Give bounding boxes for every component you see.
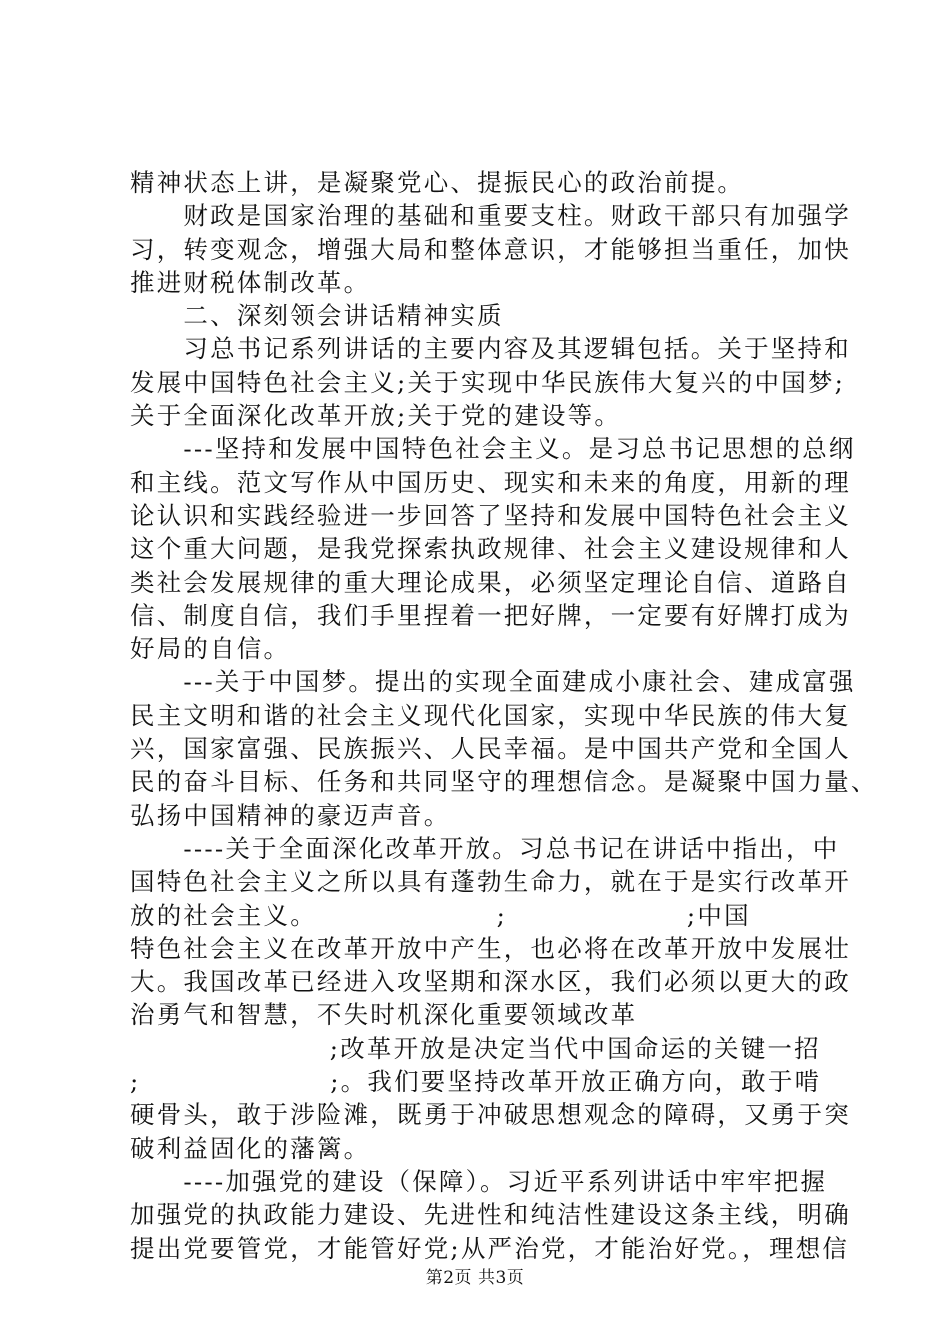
text-line: ---关于中国梦。提出的实现全面建成小康社会、建成富强	[130, 667, 856, 697]
text-line: ----关于全面深化改革开放。习总书记在讲话中指出，中	[130, 833, 840, 863]
text-line: ;改革开放是决定当代中国命运的关键一招	[130, 1033, 821, 1063]
text-line: 兴，国家富强、民族振兴、人民幸福。是中国共产党和全国人	[130, 734, 851, 764]
text-line: ---坚持和发展中国特色社会主义。是习总书记思想的总纲	[130, 434, 856, 464]
text-line: 和主线。范文写作从中国历史、现实和未来的角度，用新的理	[130, 467, 851, 497]
text-line: 财政是国家治理的基础和重要支柱。财政干部只有加强学	[130, 201, 851, 231]
text-line: 弘扬中国精神的豪迈声音。	[130, 800, 451, 830]
text-line: 提出党要管党，才能管好党;从严治党，才能治好党。，理想信	[130, 1233, 850, 1263]
text-line: 大。我国改革已经进入攻坚期和深水区，我们必须以更大的政	[130, 967, 851, 997]
text-line: 国特色社会主义之所以具有蓬勃生命力，就在于是实行改革开	[130, 867, 851, 897]
text-line: 信、制度自信，我们手里捏着一把好牌，一定要有好牌打成为	[130, 600, 851, 630]
text-line: 加强党的执政能力建设、先进性和纯洁性建设这条主线，明确	[130, 1200, 851, 1230]
text-line: 硬骨头，敢于涉险滩，既勇于冲破思想观念的障碍，又勇于突	[130, 1100, 851, 1130]
text-line: ; ;。我们要坚持改革开放正确方向，敢于啃	[130, 1067, 822, 1097]
text-line: ----加强党的建设（保障）。习近平系列讲话中牢牢把握	[130, 1166, 828, 1196]
text-line: 关于全面深化改革开放;关于党的建设等。	[130, 401, 622, 431]
text-line: 放的社会主义。 ; ;中国	[130, 900, 751, 930]
text-line: 类社会发展规律的重大理论成果，必须坚定理论自信、道路自	[130, 567, 851, 597]
text-line: 民的奋斗目标、任务和共同坚守的理想信念。是凝聚中国力量、	[130, 767, 878, 797]
text-line: 好局的自信。	[130, 634, 291, 664]
text-line: 治勇气和智慧，不失时机深化重要领域改革	[130, 1000, 638, 1030]
text-line: 破利益固化的藩篱。	[130, 1133, 371, 1163]
text-line: 习总书记系列讲话的主要内容及其逻辑包括。关于坚持和	[130, 334, 851, 364]
text-line: 精神状态上讲，是凝聚党心、提振民心的政治前提。	[130, 168, 745, 197]
page-footer: 第2页 共3页	[425, 1268, 525, 1288]
text-line: 推进财税体制改革。	[130, 267, 371, 297]
text-line: 民主文明和谐的社会主义现代化国家，实现中华民族的伟大复	[130, 700, 851, 730]
text-line: 特色社会主义在改革开放中产生，也必将在改革开放中发展壮	[130, 933, 851, 963]
text-line: 发展中国特色社会主义;关于实现中华民族伟大复兴的中国梦;	[130, 367, 846, 397]
text-line: 这个重大问题，是我党探索执政规律、社会主义建设规律和人	[130, 534, 851, 564]
text-line: 论认识和实践经验进一步回答了坚持和发展中国特色社会主义	[130, 500, 851, 530]
text-line: 习，转变观念，增强大局和整体意识，才能够担当重任，加快	[130, 234, 851, 264]
document-body	[130, 166, 878, 1265]
text-line: 二、深刻领会讲话精神实质	[130, 301, 504, 331]
